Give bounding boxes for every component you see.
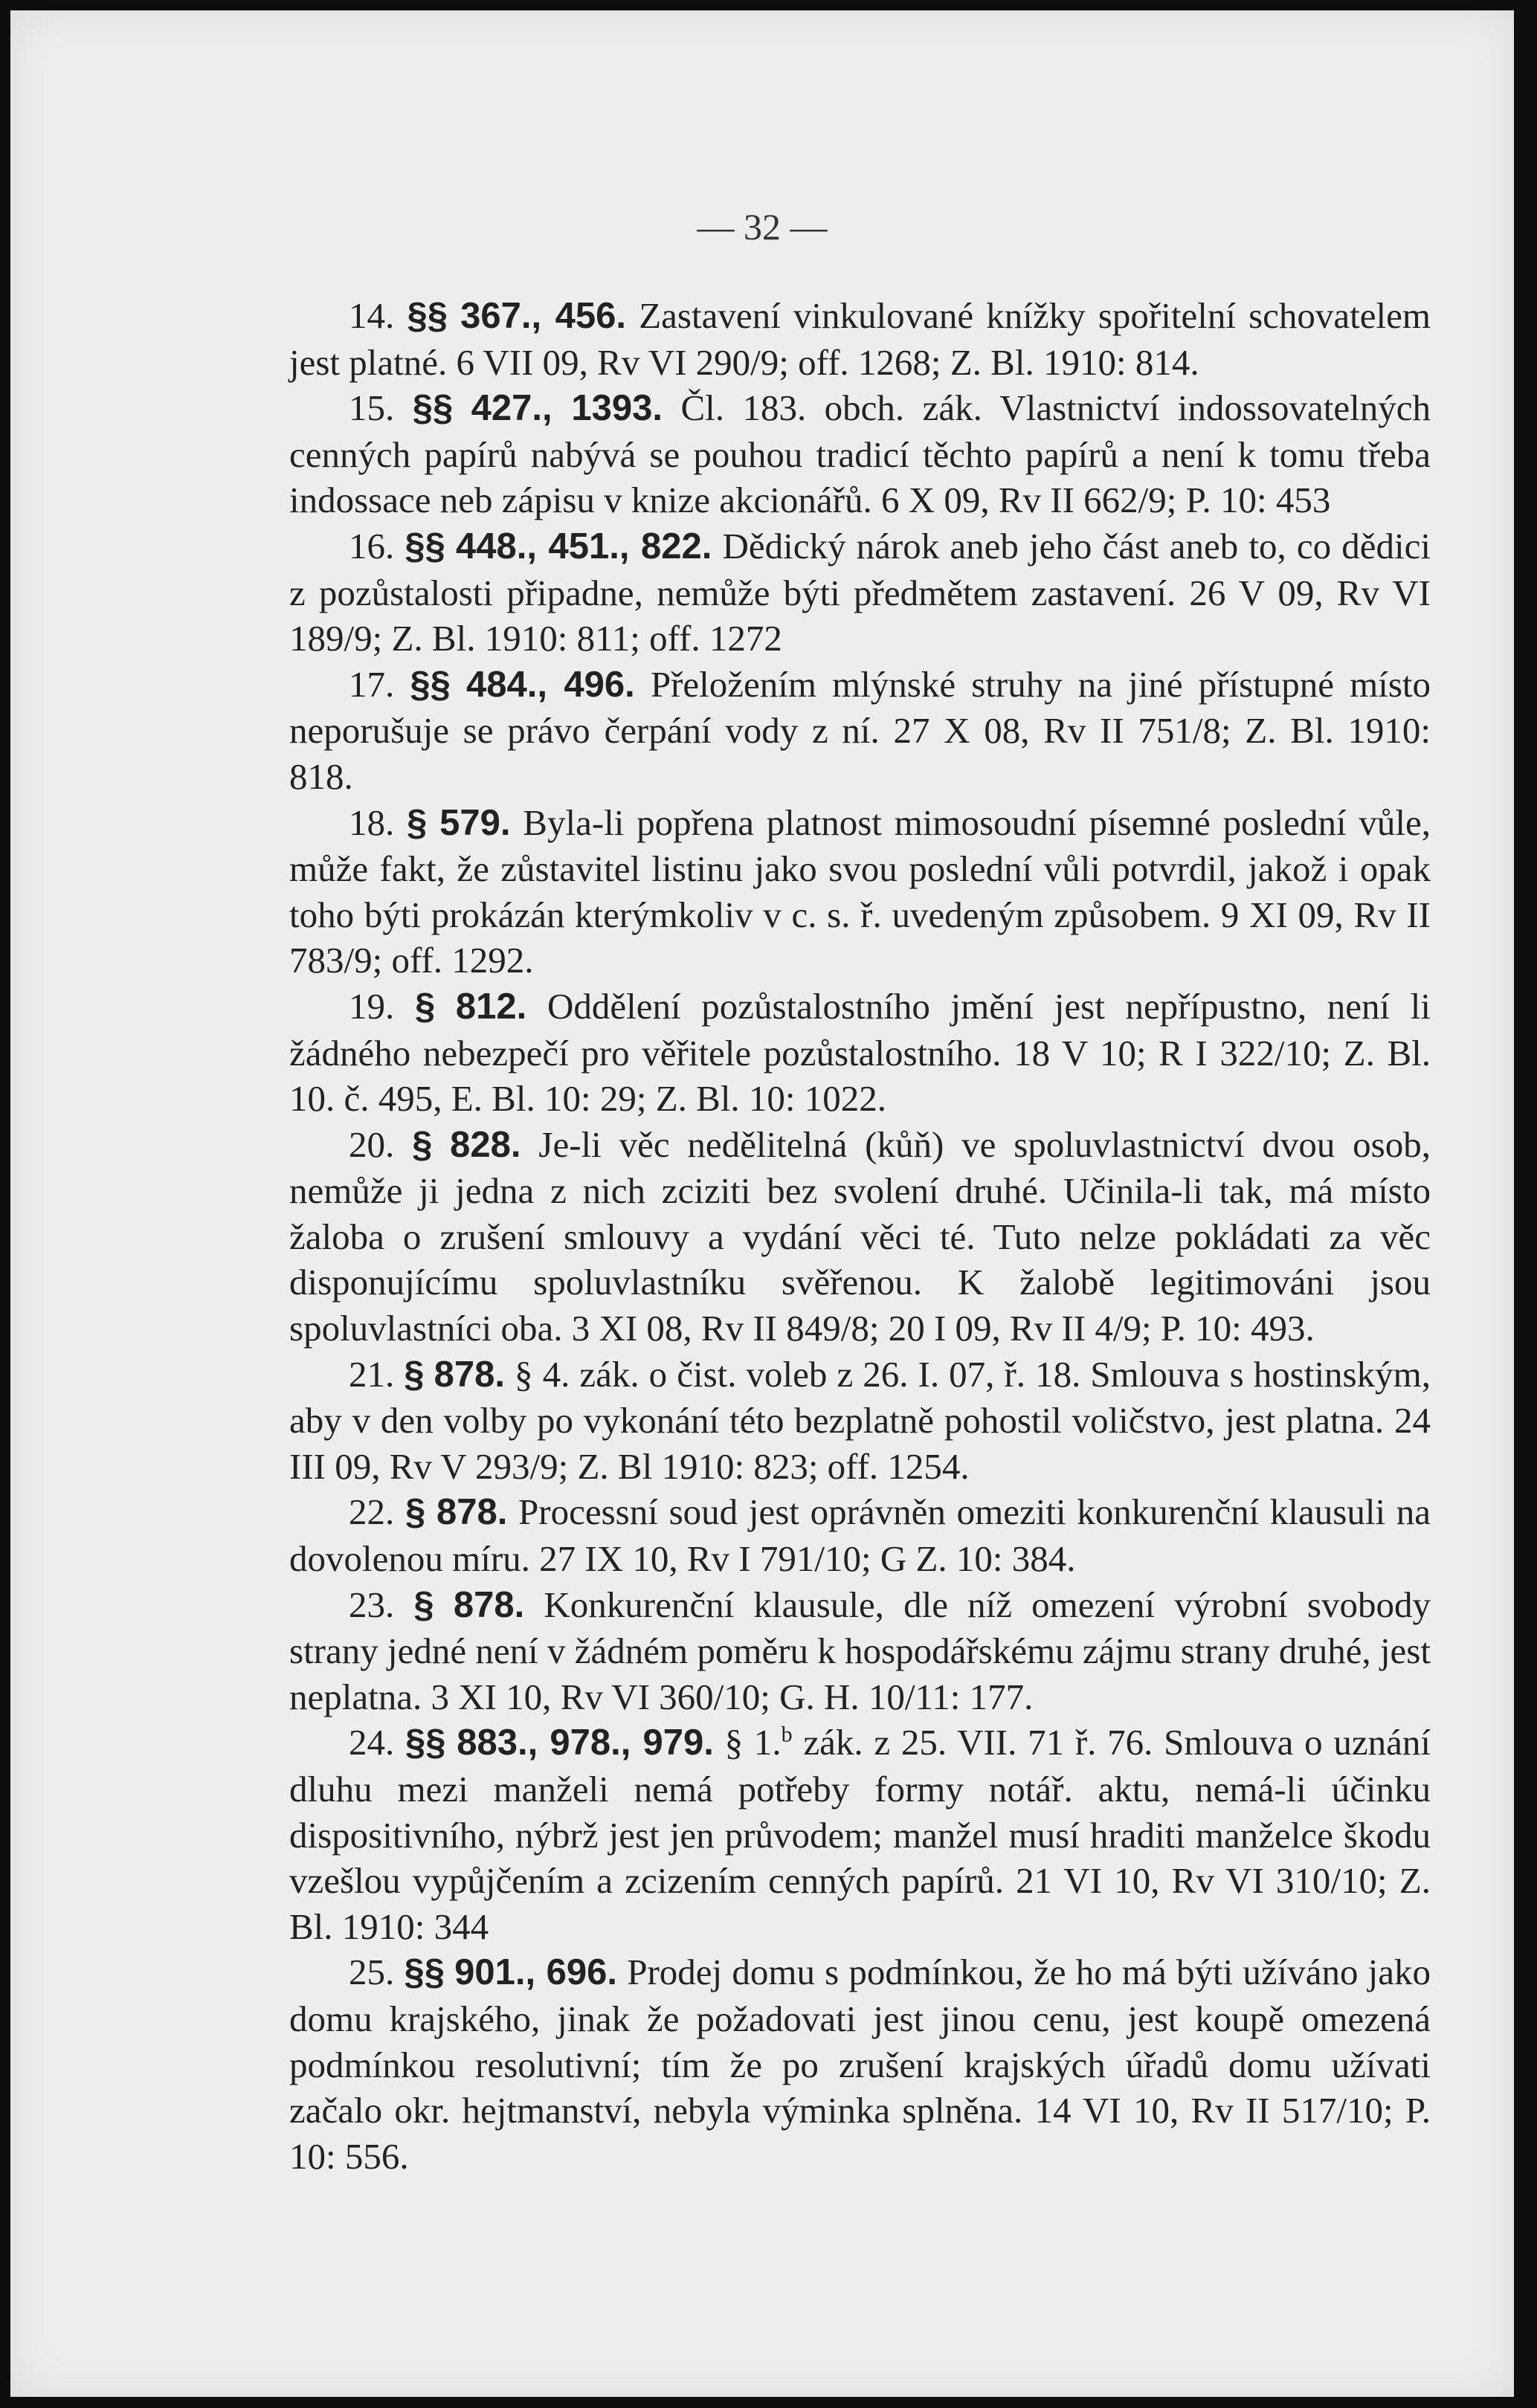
entry-22: 22. § 878. Processní soud jest oprávněn omeziti konkurenční klausuli na dovolenou míru. 27 IX 10, Rv I 791/10; G Z. 10: 384. [289, 1491, 1431, 1580]
entry-19: 19. § 812. Oddělení pozůstalostního jmění jest nepřípustno, není li žádného nebezpečí pro věřitele pozůstalostního. 18 V 10; R I 322/10; Z. Bl. 10. č. 495, E. Bl. 10: 29; Z. Bl. 10: 1022. [289, 985, 1431, 1120]
page [10, 10, 1514, 2397]
page-number: — 32 — [697, 206, 828, 248]
entry-25: 25. §§ 901., 696. Prodej domu s podmínkou, že ho má býti užíváno jako domu krajského, jinak že požadovati jest jinou cenu, jest koupě omezená podmínkou resolutivní; tím že po zrušení krajských úřadů domu užívati začalo okr. hejtmanství, nebyla výminka splněna. 14 VI 10, Rv II 517/10; P. 10: 556. [289, 1952, 1431, 2177]
entry-14: 14. §§ 367., 456. Zastavení vinkulované knížky spořitelní schovatelem jest platné. 6 VII 09, Rv VI 290/9; off. 1268; Z. Bl. 1910: 814. [289, 295, 1431, 383]
entry-17: 17. §§ 484., 496. Přeložením mlýnské struhy na jiné přístupné místo neporušuje se právo čerpání vody z ní. 27 X 08, Rv II 751/8; Z. Bl. 1910: 818. [289, 663, 1431, 797]
entry-24: 24. §§ 883., 978., 979. § 1.$^b$ zák. z 25. VII. 71 ř. 76. Smlouva o uznání dluhu mezi manželi nemá potřeby formy notář. aktu, nemá-li účinku dispositivního, nýbrž jest jen průvodem; manžel musí hraditi manželce škodu vzešlou vypůjčením a zcizením cenných papírů. 21 VI 10, Rv VI 310/10; Z. Bl. 1910: 344 [289, 1722, 1431, 1947]
entries-list [289, 293, 1431, 2179]
entry-20: 20. § 828. Je-li věc nedělitelná (kůň) ve spoluvlastnictví dvou osob, nemůže ji jedna z nich zciziti bez svolení druhé. Učinila-li tak, má místo žaloba o zrušení smlouvy a vydání věci té. Tuto nelze pokládati za věc disponujícímu spoluvlastníku svěřenou. K žalobě legitimováni jsou spoluvlastníci oba. 3 XI 08, Rv II 849/8; 20 I 09, Rv II 4/9; P. 10: 493. [289, 1123, 1431, 1349]
entry-23: 23. § 878. Konkurenční klausule, dle níž omezení výrobní svobody strany jedné není v žádném poměru k hospodářskému zájmu strany druhé, jest neplatna. 3 XI 10, Rv VI 360/10; G. H. 10/11: 177. [289, 1584, 1431, 1717]
entry-16: 16. §§ 448., 451., 822. Dědický nárok aneb jeho část aneb to, co dědici z pozůstalosti připadne, nemůže býti předmětem zastavení. 26 V 09, Rv VI 189/9; Z. Bl. 1910: 811; off. 1272 [289, 525, 1431, 659]
entry-21: 21. § 878. § 4. zák. o čist. voleb z 26. I. 07, ř. 18. Smlouva s hostinským, aby v den volby po vykonání této bezplatně pohostil voličstvo, jest platna. 24 III 09, Rv V 293/9; Z. Bl 1910: 823; off. 1254. [289, 1353, 1431, 1487]
entry-15: 15. §§ 427., 1393. Čl. 183. obch. zák. Vlastnictví indossovatelných cenných papírů nabývá se pouhou tradicí těchto papírů a není k tomu třeba indossace neb zápisu v knize akcionářů. 6 X 09, Rv II 662/9; P. 10: 453 [289, 387, 1431, 521]
entry-18: 18. § 579. Byla-li popřena platnost mimosoudní písemné poslední vůle, může fakt, že zůstavitel listinu jako svou poslední vůli potvrdil, jakož i opak toho býti prokázán kterýmkoliv v c. s. ř. uvedeným způsobem. 9 XI 09, Rv II 783/9; off. 1292. [289, 801, 1431, 981]
